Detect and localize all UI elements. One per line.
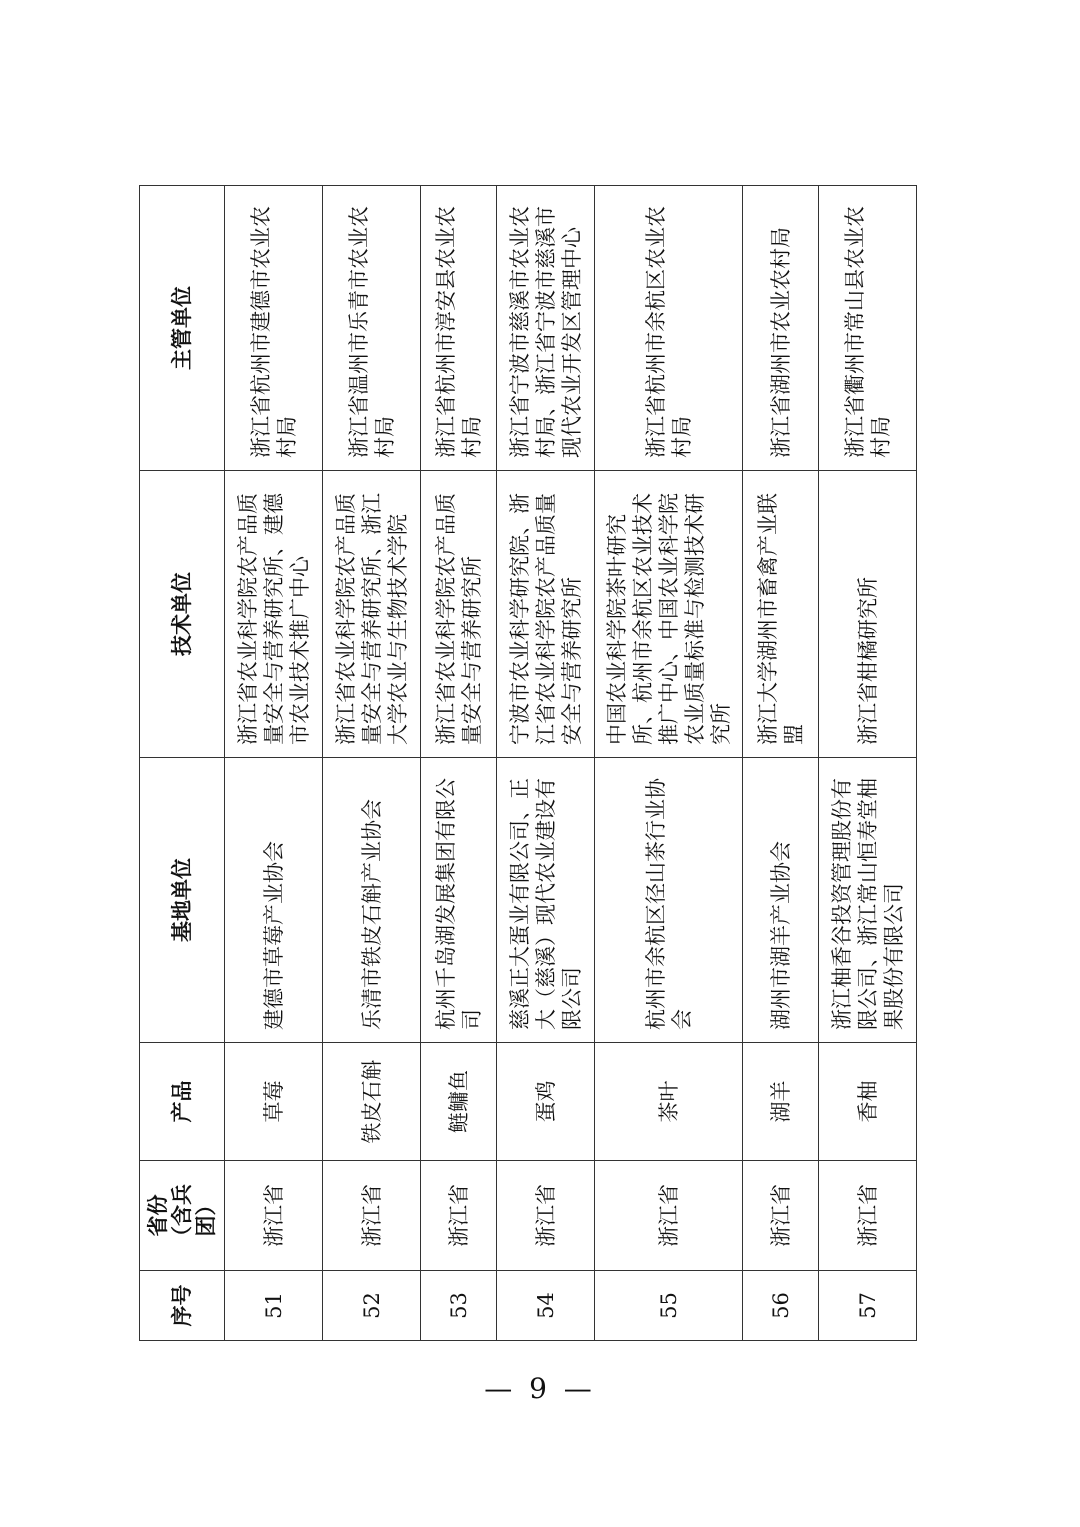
cell-base-unit: 杭州市余杭区径山茶行业协会 xyxy=(595,758,743,1043)
table-row xyxy=(595,186,743,1341)
cell-tech-unit: 浙江省农业科学院农产品质量安全与营养研究所 xyxy=(421,471,497,758)
table-row xyxy=(497,186,595,1341)
cell-product: 蛋鸡 xyxy=(497,1043,595,1161)
cell-base-unit: 建德市草莓产业协会 xyxy=(225,758,323,1043)
header-province-text: 省份 （含兵团） xyxy=(146,1184,218,1247)
cell-tech-unit: 浙江省农业科学院农产品质量安全与营养研究所、建德市农业技术推广中心 xyxy=(225,471,323,758)
table-row xyxy=(743,186,819,1341)
cell-province: 浙江省 xyxy=(743,1161,819,1271)
cell-admin-unit: 浙江省杭州市淳安县农业农村局 xyxy=(421,186,497,471)
cell-admin-unit: 浙江省温州市乐青市农业农村局 xyxy=(323,186,421,471)
cell-admin-unit: 浙江省湖州市农业农村局 xyxy=(743,186,819,471)
cell-seq: 51 xyxy=(225,1271,323,1341)
table-row xyxy=(323,186,421,1341)
cell-admin-unit: 浙江省衢州市常山县农业农村局 xyxy=(819,186,917,471)
header-province xyxy=(140,1161,225,1271)
cell-province: 浙江省 xyxy=(323,1161,421,1271)
cell-tech-unit: 中国农业科学院茶叶研究所、杭州市余杭区农业技术推广中心、中国农业科学院农业质量标准与检测技术研究所 xyxy=(595,471,743,758)
base-unit-table xyxy=(139,185,917,1341)
cell-base-unit: 乐清市铁皮石斛产业协会 xyxy=(323,758,421,1043)
cell-base-unit: 浙江柚香谷投资管理股份有限公司、浙江常山恒寿堂柚果股份有限公司 xyxy=(819,758,917,1043)
header-seq: 序号 xyxy=(140,1271,225,1341)
cell-seq: 57 xyxy=(819,1271,917,1341)
cell-tech-unit: 浙江大学湖州市畜禽产业联盟 xyxy=(743,471,819,758)
page-number: — 9 — xyxy=(484,1372,596,1405)
cell-seq: 52 xyxy=(323,1271,421,1341)
table-row xyxy=(819,186,917,1341)
cell-seq: 55 xyxy=(595,1271,743,1341)
cell-base-unit: 慈溪正大蛋业有限公司、正大（慈溪）现代农业建设有限公司 xyxy=(497,758,595,1043)
table-row xyxy=(225,186,323,1341)
rotated-table-container xyxy=(139,186,909,1341)
cell-province: 浙江省 xyxy=(225,1161,323,1271)
cell-product: 铁皮石斛 xyxy=(323,1043,421,1161)
cell-province: 浙江省 xyxy=(595,1161,743,1271)
cell-admin-unit: 浙江省杭州市余杭区农业农村局 xyxy=(595,186,743,471)
cell-seq: 54 xyxy=(497,1271,595,1341)
cell-base-unit: 湖州市湖羊产业协会 xyxy=(743,758,819,1043)
cell-product: 草莓 xyxy=(225,1043,323,1161)
table-row xyxy=(421,186,497,1341)
cell-admin-unit: 浙江省杭州市建德市农业农村局 xyxy=(225,186,323,471)
cell-product: 茶叶 xyxy=(595,1043,743,1161)
cell-province: 浙江省 xyxy=(421,1161,497,1271)
table-header-row xyxy=(140,186,225,1341)
cell-province: 浙江省 xyxy=(497,1161,595,1271)
header-admin-unit: 主管单位 xyxy=(140,186,225,471)
cell-product: 鲢鳙鱼 xyxy=(421,1043,497,1161)
header-product: 产品 xyxy=(140,1043,225,1161)
cell-base-unit: 杭州千岛湖发展集团有限公司 xyxy=(421,758,497,1043)
cell-seq: 53 xyxy=(421,1271,497,1341)
cell-tech-unit: 宁波市农业科学研究院、浙江省农业科学院农产品质量安全与营养研究所 xyxy=(497,471,595,758)
cell-seq: 56 xyxy=(743,1271,819,1341)
cell-product: 香柚 xyxy=(819,1043,917,1161)
cell-tech-unit: 浙江省柑橘研究所 xyxy=(819,471,917,758)
header-tech-unit: 技术单位 xyxy=(140,471,225,758)
cell-tech-unit: 浙江省农业科学院农产品质量安全与营养研究所、浙江大学农业与生物技术学院 xyxy=(323,471,421,758)
cell-province: 浙江省 xyxy=(819,1161,917,1271)
cell-admin-unit: 浙江省宁波市慈溪市农业农村局、浙江省宁波市慈溪市现代农业开发区管理中心 xyxy=(497,186,595,471)
header-base-unit: 基地单位 xyxy=(140,758,225,1043)
cell-product: 湖羊 xyxy=(743,1043,819,1161)
